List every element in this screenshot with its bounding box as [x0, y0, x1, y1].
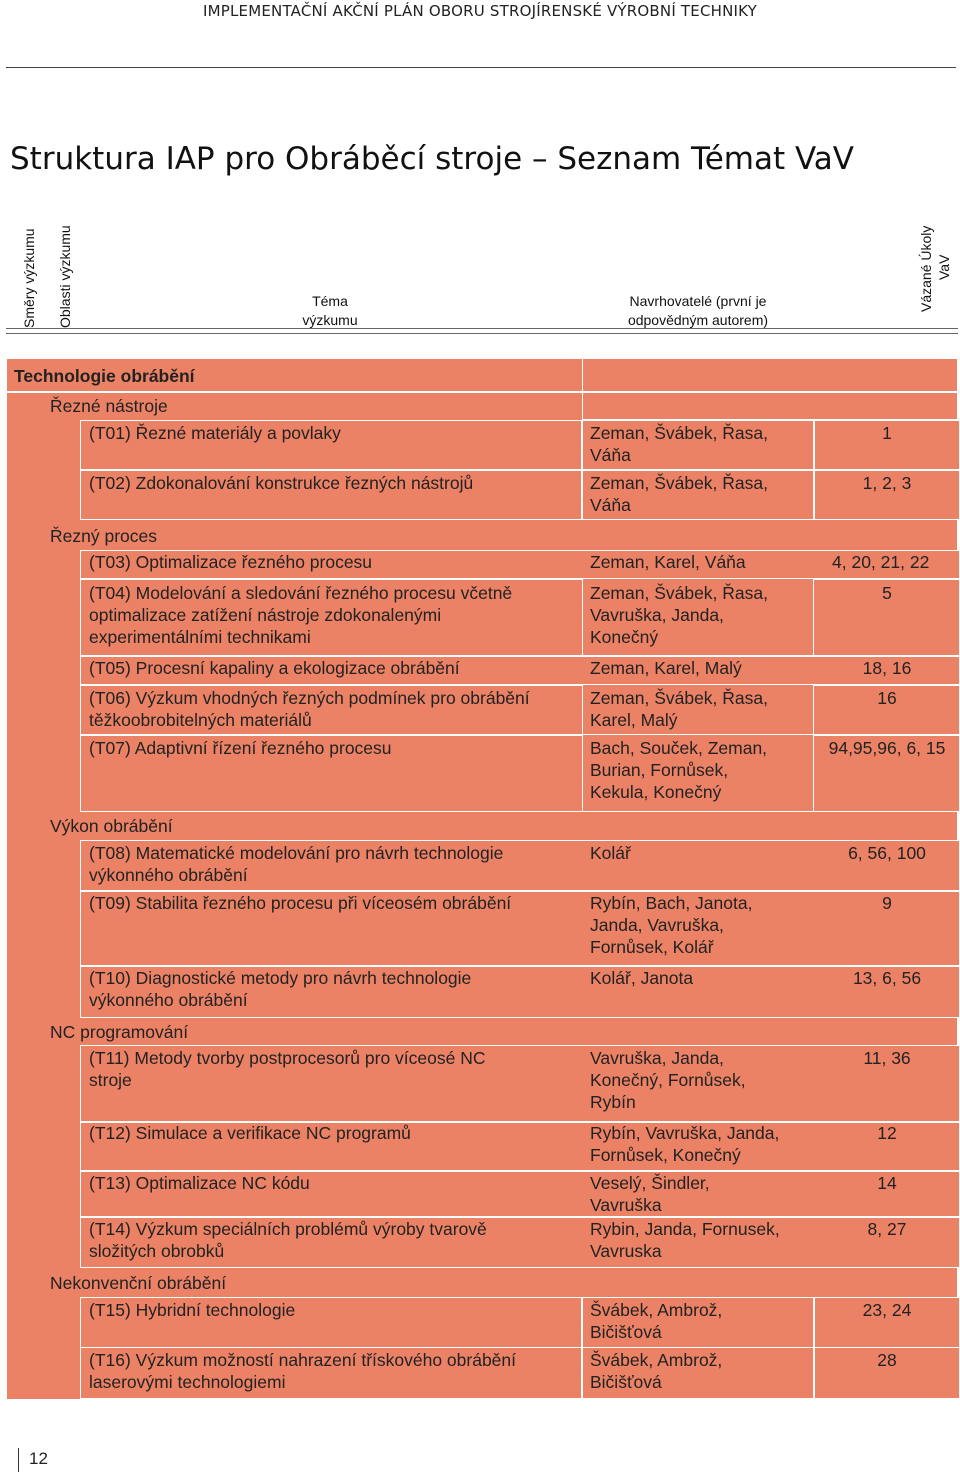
area-label-nekonvencni-obrabeni: Nekonvenční obrábění: [50, 1273, 227, 1293]
column-header-navrhovatele-line1: Navrhovatelé (první je: [629, 293, 767, 309]
tasks-t01: 1: [882, 423, 892, 443]
topic-t03: (T03) Optimalizace řezného procesu: [89, 552, 373, 572]
area-label-rezne-nastroje: Řezné nástroje: [50, 396, 168, 416]
authors-t01-line2: Váňa: [590, 445, 631, 465]
tasks-t15: 23, 24: [862, 1300, 912, 1320]
authors-t07-line1: Bach, Souček, Zeman,: [590, 738, 768, 758]
tasks-t08: 6, 56, 100: [848, 843, 926, 863]
tasks-t02: 1, 2, 3: [862, 473, 912, 493]
authors-t11-line1: Vavruška, Janda,: [590, 1048, 724, 1068]
authors-t14-line2: Vavruska: [590, 1241, 662, 1261]
tasks-t06: 16: [877, 688, 897, 708]
topic-t10-line2: výkonného obrábění: [89, 990, 248, 1010]
authors-t07-line2: Burian, Fornůsek,: [590, 760, 729, 780]
column-header-navrhovatele-line2: odpovědným autorem): [627, 312, 769, 328]
tasks-t10: 13, 6, 56: [852, 968, 922, 988]
topic-t07: (T07) Adaptivní řízení řezného procesu: [89, 738, 392, 758]
tasks-t04: 5: [882, 583, 892, 603]
column-header-tema-line1: Téma: [312, 293, 348, 309]
topic-t05: (T05) Procesní kapaliny a ekologizace obrábění: [89, 658, 460, 678]
topic-t08-line2: výkonného obrábění: [89, 865, 248, 885]
authors-t15-line2: Bičišťová: [590, 1322, 662, 1342]
tasks-t14: 8, 27: [867, 1219, 907, 1239]
authors-t04-line1: Zeman, Švábek, Řasa,: [590, 583, 768, 603]
tasks-t12: 12: [877, 1123, 897, 1143]
topic-t13: (T13) Optimalizace NC kódu: [89, 1173, 310, 1193]
topic-t14-line1: (T14) Výzkum speciálních problémů výroby tvarově: [89, 1219, 487, 1239]
authors-t08: Kolář: [590, 843, 631, 863]
authors-t16-line1: Švábek, Ambrož,: [590, 1350, 723, 1370]
authors-t02-line1: Zeman, Švábek, Řasa,: [590, 473, 768, 493]
tasks-t05: 18, 16: [862, 658, 912, 678]
authors-t02-line2: Váňa: [590, 495, 631, 515]
topic-t06-line2: těžkoobrobitelných materiálů: [89, 710, 312, 730]
header-rule-top: [6, 328, 958, 329]
topic-t10-line1: (T10) Diagnostické metody pro návrh technologie: [89, 968, 472, 988]
column-header-oblasti: Oblasti výzkumu: [57, 225, 73, 328]
topic-t11-line2: stroje: [89, 1070, 132, 1090]
column-header-tema-line2: výzkumu: [302, 312, 358, 328]
header-rule: [6, 67, 956, 68]
tasks-t11: 11, 36: [863, 1048, 911, 1068]
topic-t11-line1: (T11) Metody tvorby postprocesorů pro víceosé NC: [89, 1048, 486, 1068]
area-label-vykon-obrabeni: Výkon obrábění: [50, 816, 173, 836]
topic-t14-line2: složitých obrobků: [89, 1241, 225, 1261]
area-label-nc-programovani: NC programování: [50, 1022, 189, 1042]
column-header-tema: [270, 292, 390, 330]
authors-t09-line1: Rybín, Bach, Janota,: [590, 893, 753, 913]
authors-t06-line1: Zeman, Švábek, Řasa,: [590, 688, 768, 708]
tasks-t16: 28: [877, 1350, 897, 1370]
tasks-t03: 4, 20, 21, 22: [832, 552, 930, 572]
authors-t04-line3: Konečný: [590, 627, 659, 647]
authors-t09-line2: Janda, Vavruška,: [590, 915, 724, 935]
page-number: 12: [18, 1448, 48, 1472]
page-title: Struktura IAP pro Obráběcí stroje – Seznam Témat VaV: [10, 141, 855, 177]
topic-t08-line1: (T08) Matematické modelování pro návrh technologie: [89, 843, 504, 863]
row-rule-t06: [80, 734, 960, 736]
topic-t01: (T01) Řezné materiály a povlaky: [89, 423, 341, 443]
direction-rule: [6, 391, 958, 393]
authors-t06-line2: Karel, Malý: [590, 710, 678, 730]
topic-t02: (T02) Zdokonalování konstrukce řezných nástrojů: [89, 473, 474, 493]
authors-t13-line1: Veselý, Šindler,: [590, 1173, 710, 1193]
row-rule-t03: [80, 578, 960, 580]
topic-t15: (T15) Hybridní technologie: [89, 1300, 296, 1320]
direction-label: Technologie obrábění: [14, 366, 195, 386]
running-header: IMPLEMENTAČNÍ AKČNÍ PLÁN OBORU STROJÍRENSKÉ VÝROBNÍ TECHNIKY: [202, 2, 758, 20]
authors-t11-line3: Rybín: [590, 1092, 636, 1112]
column-header-ukoly-line2: VaV: [936, 254, 952, 280]
topic-t04-line3: experimentálními technikami: [89, 627, 311, 647]
column-header-ukoly-line1: Vázané Úkoly: [918, 225, 934, 312]
topic-t06-line1: (T06) Výzkum vhodných řezných podmínek pro obrábění: [89, 688, 530, 708]
header-rule-bottom: [6, 333, 958, 334]
authors-t03: Zeman, Karel, Váňa: [590, 552, 746, 572]
authors-t10: Kolář, Janota: [590, 968, 694, 988]
topic-t16-line1: (T16) Výzkum možností nahrazení třískového obrábění: [89, 1350, 517, 1370]
tasks-t09: 9: [882, 893, 892, 913]
authors-t07-line3: Kekula, Konečný: [590, 782, 722, 802]
row-rule-t05: [80, 684, 960, 686]
tasks-t07: 94,95,96, 6, 15: [828, 738, 946, 758]
authors-t16-line2: Bičišťová: [590, 1372, 662, 1392]
authors-t12-line1: Rybín, Vavruška, Janda,: [590, 1123, 780, 1143]
topic-t04-line1: (T04) Modelování a sledování řezného procesu včetně: [89, 583, 513, 603]
column-header-smery: Směry výzkumu: [21, 228, 37, 328]
topic-t09: (T09) Stabilita řezného procesu při víceosém obrábění: [89, 893, 512, 913]
direction-right-cell: [582, 358, 958, 392]
authors-t04-line2: Vavruška, Janda,: [590, 605, 724, 625]
authors-t01-line1: Zeman, Švábek, Řasa,: [590, 423, 768, 443]
authors-t09-line3: Fornůsek, Kolář: [590, 937, 714, 957]
topic-t04-line2: optimalizace zatížení nástroje zdokonalenými: [89, 605, 442, 625]
column-header-navrhovatele: [590, 292, 806, 330]
topic-t12: (T12) Simulace a verifikace NC programů: [89, 1123, 411, 1143]
area-label-rezny-proces: Řezný proces: [50, 526, 157, 546]
authors-t15-line1: Švábek, Ambrož,: [590, 1300, 723, 1320]
authors-t14-line1: Rybin, Janda, Fornusek,: [590, 1219, 780, 1239]
area-right-cell: [582, 392, 958, 420]
authors-t12-line2: Fornůsek, Konečný: [590, 1145, 741, 1165]
authors-t13-line2: Vavruška: [590, 1195, 662, 1215]
authors-t05: Zeman, Karel, Malý: [590, 658, 742, 678]
topic-t16-line2: laserovými technologiemi: [89, 1372, 286, 1392]
authors-t11-line2: Konečný, Fornůsek,: [590, 1070, 746, 1090]
tasks-t13: 14: [877, 1173, 897, 1193]
